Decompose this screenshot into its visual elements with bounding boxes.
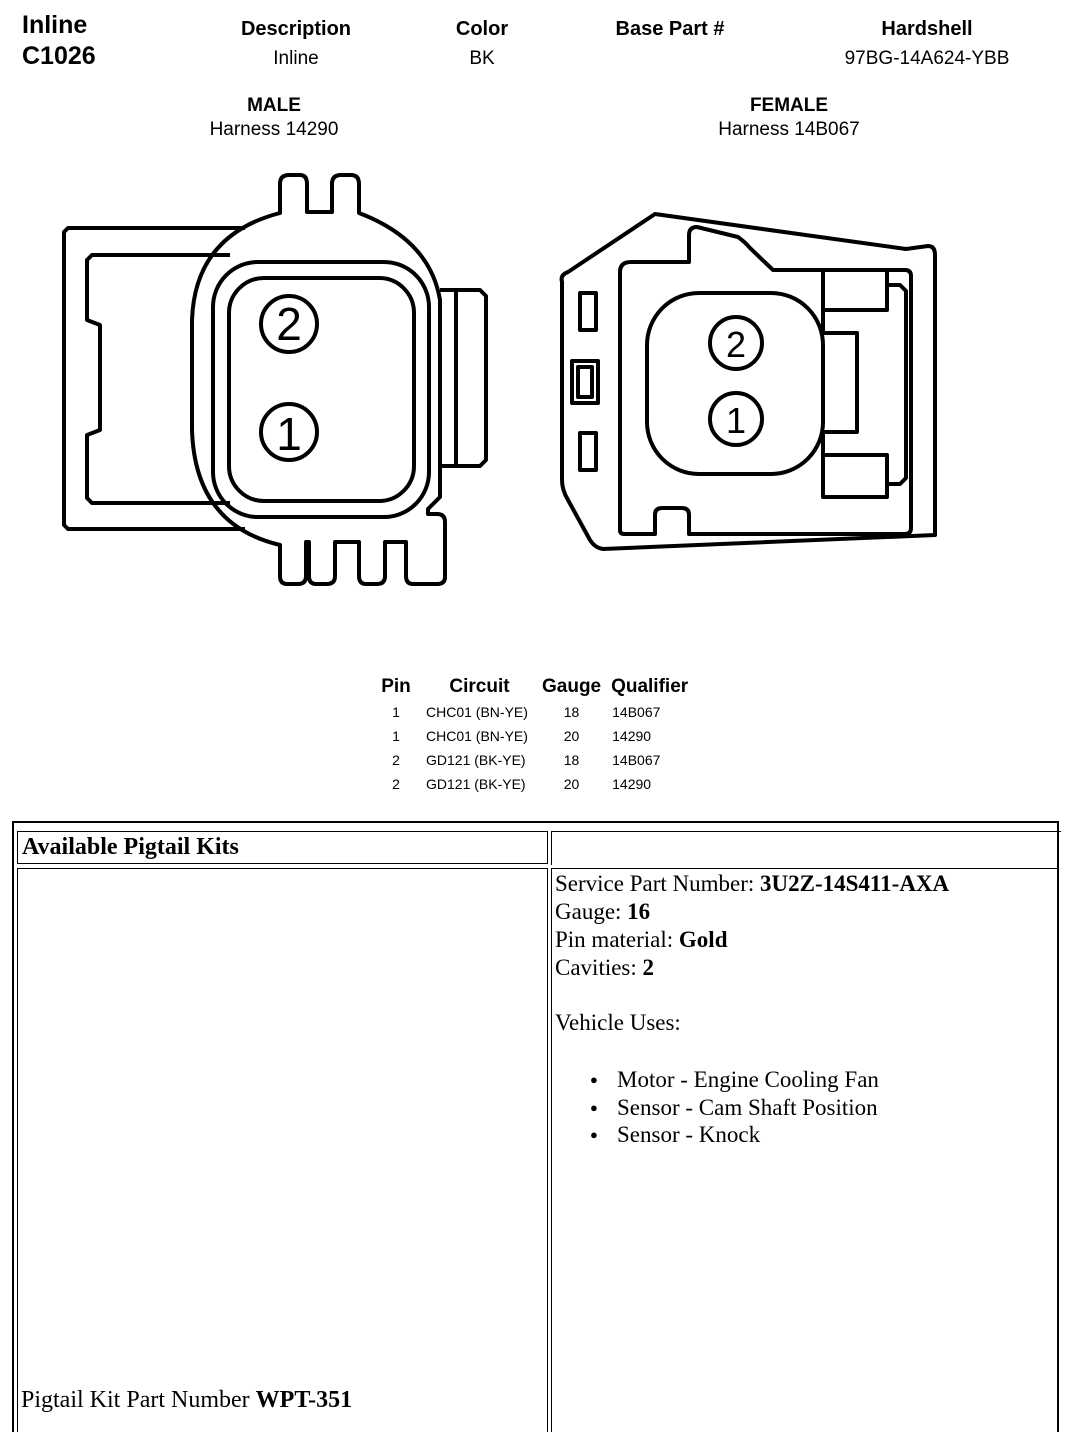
qualifier-cell: 14290 [612,728,652,744]
cavities-value: 2 [642,955,655,980]
pin-cell: 2 [392,776,400,792]
hardshell-value: 97BG-14A624-YBB [844,48,1010,69]
list-item: ● Sensor - Knock [590,1121,879,1149]
pigtail-info [555,870,949,982]
table-row [372,700,695,724]
gauge-cell: 20 [563,728,580,744]
cavities [555,954,949,982]
pin-material-value: Gold [678,927,728,952]
pigtail-header-right-cell [551,831,1061,865]
hardshell-header: Hardshell [881,18,973,40]
gauge-cell: 18 [563,704,580,720]
connector-id: C1026 [22,42,96,70]
pin-material [555,926,949,954]
circuit-cell: GD121 (BK-YE) [426,752,526,768]
service-part-number [555,870,949,898]
female-harness: Harness 14B067 [718,119,860,140]
color-header: Color [455,18,509,40]
pigtail-kit-part-number [21,1387,352,1414]
table-row [372,724,695,748]
pin-cell: 1 [392,704,400,720]
gauge-cell: 20 [563,776,580,792]
description-value: Inline [273,48,319,69]
gauge-value: 16 [627,899,651,924]
male-pin-2-label: 2 [276,298,302,350]
male-harness: Harness 14290 [209,119,339,140]
base-part-header: Base Part # [615,18,725,40]
gauge-cell: 18 [563,752,580,768]
qualifier-cell: 14B067 [612,704,661,720]
female-pin-2-label: 2 [725,324,747,365]
qualifier-cell: 14B067 [612,752,661,768]
male-pin-1-label: 1 [276,408,302,460]
circuit-cell: CHC01 (BN-YE) [426,728,528,744]
circuit-cell: CHC01 (BN-YE) [426,704,528,720]
qualifier-header: Qualifier [611,676,689,697]
female-connector-diagram [550,200,950,570]
circuit-cell: GD121 (BK-YE) [426,776,526,792]
table-row [372,772,695,796]
color-value: BK [469,48,495,69]
service-part-label: Service Part Number: [555,871,761,896]
male-title: MALE [247,95,301,116]
pin-material-label: Pin material: [555,927,679,952]
gauge-label: Gauge: [555,899,628,924]
pigtail-kits-title: Available Pigtail Kits [17,831,548,864]
pigtail-image-cell [17,868,548,1432]
pin-cell: 1 [392,728,400,744]
connector-type: Inline [22,11,88,39]
service-part-value: 3U2Z-14S411-AXA [760,871,950,896]
pin-table [372,674,695,796]
pin-cell: 2 [392,752,400,768]
pin-header: Pin [381,676,411,697]
table-row [372,748,695,772]
pigtail-gauge [555,898,949,926]
female-title: FEMALE [749,95,829,116]
kit-part-value: WPT-351 [255,1387,353,1413]
circuit-header: Circuit [449,676,510,697]
male-connector-diagram [50,160,510,600]
list-item: ● Sensor - Cam Shaft Position [590,1094,879,1122]
kit-part-label: Pigtail Kit Part Number [21,1387,256,1413]
connector-heading [22,10,96,72]
gauge-header: Gauge [542,676,602,697]
qualifier-cell: 14290 [612,776,652,792]
pin-table-header [372,674,695,700]
vehicle-uses-label: Vehicle Uses: [555,1010,681,1035]
list-item: ● Motor - Engine Cooling Fan [590,1066,879,1094]
female-pin-1-label: 1 [725,400,747,441]
description-header: Description [240,18,352,40]
cavities-label: Cavities: [555,955,643,980]
vehicle-uses-list [590,1066,879,1149]
